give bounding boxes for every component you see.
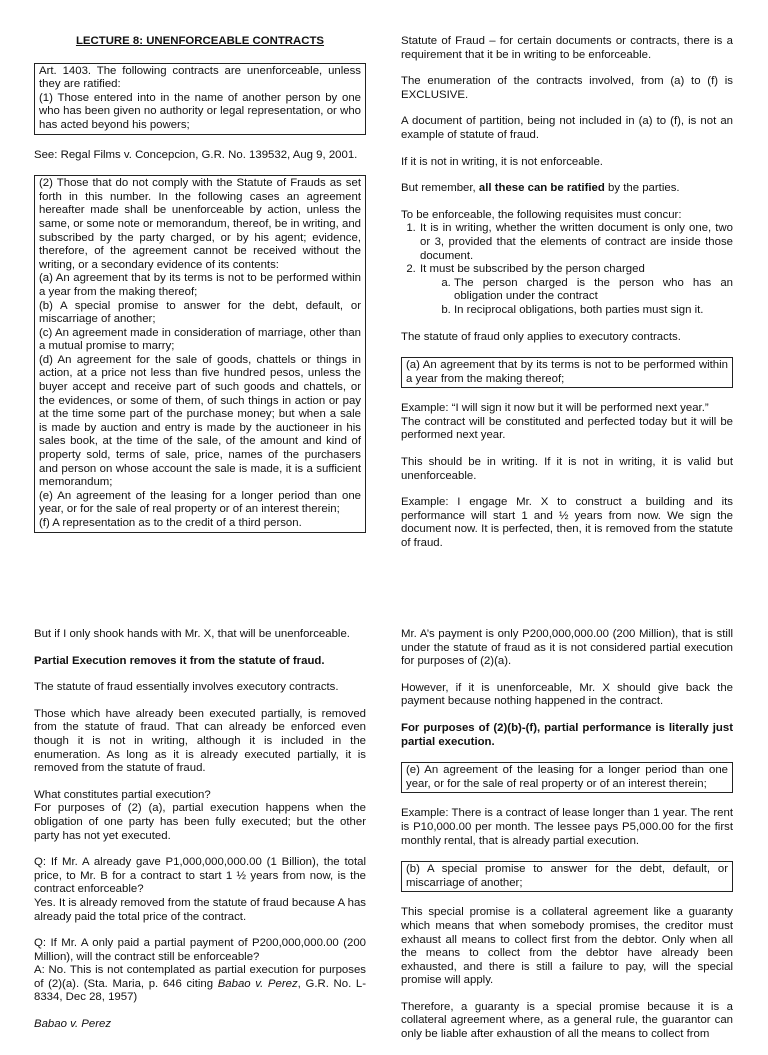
- example-1-line-2: The contract will be constituted and perfected today but it will be performed next year.: [401, 415, 733, 442]
- executory-note: The statute of fraud only applies to executory contracts.: [401, 330, 681, 343]
- column-3: [34, 628, 366, 1045]
- qa-1: [34, 856, 366, 924]
- answer-2-post: , G.R. No. L-8334, Dec 28, 1957): [34, 977, 366, 1004]
- partial-execution-question: [34, 789, 366, 843]
- case-heading-text: Babao v. Perez: [34, 1018, 112, 1031]
- partial-execution-bold: Partial Execution removes it from the statute of fraud.: [34, 654, 325, 667]
- fraud-item-b: (b) A special promise to answer for the debt, default, or miscarriage of another;: [39, 299, 361, 326]
- executory-contracts-note: The statute of fraud essentially involves executory contracts.: [34, 681, 339, 694]
- partial-removal-note: Those which have already been executed partially, is removed from the statute of fraud. That can already be enforced even though it is not in writing, although it is included in the enumeration. As long as it is already executed partially, it is removed from the statute of fraud.: [34, 707, 366, 775]
- question-heading: What constitutes partial execution?: [34, 788, 211, 801]
- requisite-2: [419, 263, 733, 317]
- example-2: Example: I engage Mr. X to construct a building and its performance will start 1 and ½ years from now. We sign the document now. It is perfected, then, it is removed from the statute of fraud.: [401, 496, 733, 550]
- article-1403-box: [34, 63, 366, 135]
- special-promise-note: This special promise is a collateral agreement like a guaranty which means that when somebody promises, the creditor must exhaust all means to collect first from the debtor. Only when all the means to collect from the debtor have already been exhausted, and there is still a failure to pay, will the special promise will apply.: [401, 906, 733, 987]
- requisite-1: [419, 222, 733, 263]
- writing-note: If it is not in writing, it is not enforceable.: [401, 155, 603, 168]
- give-back-note: However, if it is unenforceable, Mr. X should give back the payment because nothing happened in the contract.: [401, 681, 733, 708]
- requisite-2-sublist: [420, 277, 733, 318]
- fraud-item-c: (c) An agreement made in consideration of marriage, other than a mutual promise to marry;: [39, 326, 361, 353]
- enumeration-note: The enumeration of the contracts involved, from (a) to (f) is EXCLUSIVE.: [401, 75, 733, 101]
- item-e-box: [401, 762, 733, 793]
- requisite-2-text: It must be subscribed by the person charged: [420, 263, 645, 276]
- ratified-note: [401, 182, 733, 196]
- statute-definition: Statute of Fraud – for certain documents or contracts, there is a requirement that it be in writing to be enforceable.: [401, 35, 733, 61]
- item-b-text: (b) A special promise to answer for the debt, default, or miscarriage of another;: [406, 863, 728, 889]
- ratified-pre: But remember,: [401, 182, 479, 195]
- answer-2-case: Babao v. Perez: [217, 977, 298, 990]
- example-1: [401, 402, 733, 443]
- question-2: Q: If Mr. A only paid a partial payment of P200,000,000.00 (200 Million), will the contract still be enforceable?: [34, 937, 366, 963]
- requisite-2a: a. The person charged is the person who has an obligation under the contract: [454, 277, 733, 304]
- partial-execution-heading: [34, 655, 366, 669]
- article-text: Art. 1403. The following contracts are unenforceable, unless they are ratified:: [39, 64, 361, 91]
- column-1: [34, 35, 366, 547]
- partial-performance-bold: For purposes of (2)(b)-(f), partial performance is literally just partial execution.: [401, 721, 733, 748]
- fraud-intro: (2) Those that do not comply with the Statute of Frauds as set forth in this number. In the following cases an agreement hereafter made shall be unenforceable by action, unless the same, or some note or memorandum, thereof, be in writing, and subscribed by the party charged, or by his agent; evidence, therefore, of the agreement cannot be received without the writing, or a secondary evidence of its contents:: [39, 177, 361, 271]
- item-a-text: (a) An agreement that by its terms is not to be performed within a year from the making thereof;: [406, 359, 728, 385]
- qa-2: [34, 937, 366, 1005]
- column-4: [401, 628, 733, 1055]
- see-reference: See: Regal Films v. Concepcion, G.R. No. 139532, Aug 9, 2001.: [34, 148, 358, 161]
- handshake-note: But if I only shook hands with Mr. X, that will be unenforceable.: [34, 628, 350, 640]
- requisite-1-text: It is in writing, whether the written document is only one, two or 3, provided that the elements of contract are inside those document.: [420, 222, 733, 262]
- fraud-item-d: (d) An agreement for the sale of goods, chattels or things in action, at a price not less than five hundred pesos, unless the buyer accept and receive part of such goods and chattels, or the evidences, or some of them, of such things in action or pay at the time some part of the purchase money; but when a sale is made by auction and entry is made by the auctioneer in his sales book, at the time of the sale, of the amount and kind of property sold, terms of sale, price, names of the purchasers and person on whose account the sale is made, it is a sufficient memorandum;: [39, 353, 361, 489]
- answer-1: Yes. It is already removed from the statute of fraud because A has already paid the total price of the contract.: [34, 896, 366, 923]
- requisite-2b: b. In reciprocal obligations, both parties must sign it.: [454, 304, 733, 318]
- ratified-post: by the parties.: [604, 182, 680, 195]
- guaranty-note: Therefore, a guaranty is a special promise because it is a collateral agreement where, as a general rule, the guarantor can only be liable after exhaustion of all the means to collect from: [401, 1000, 733, 1041]
- answer-2-pre: A: No. This is not contemplated as partial execution for purposes of (2)(a). (Sta. Maria, p. 646 citing: [34, 964, 366, 990]
- valid-unenforceable-note: This should be in writing. If it is not in writing, it is valid but unenforceable.: [401, 456, 733, 482]
- fraud-item-e: (e) An agreement of the leasing for a longer period than one year, or for the sale of real property or of an interest therein;: [39, 489, 361, 516]
- item-a-box: [401, 357, 733, 388]
- case-heading: [34, 1018, 366, 1032]
- example-1-line-1: Example: “I will sign it now but it will be performed next year.”: [401, 402, 709, 415]
- example-3: Example: There is a contract of lease longer than 1 year. The rent is P10,000.00 per month. The lessee pays P5,000.00 for the first monthly rental, that is already partial execution.: [401, 807, 733, 847]
- partial-performance-note: [401, 722, 733, 749]
- partition-note: A document of partition, being not included in (a) to (f), is not an example of statute of fraud.: [401, 115, 733, 141]
- item-b-box: [401, 861, 733, 892]
- statute-of-frauds-box: [34, 175, 366, 532]
- question-body: For purposes of (2) (a), partial execution happens when the obligation of one party has been fully executed; but the other party has not yet executed.: [34, 802, 366, 842]
- requisites-intro: To be enforceable, the following requisites must concur:: [401, 208, 682, 221]
- item-e-text: (e) An agreement of the leasing for a longer period than one year, or for the sale of real property or of an interest therein;: [406, 764, 728, 790]
- question-1: Q: If Mr. A already gave P1,000,000,000.00 (1 Billion), the total price, to Mr. B for a contract to start 1 ½ years from now, is the contract enforceable?: [34, 856, 366, 896]
- page-title: LECTURE 8: UNENFORCEABLE CONTRACTS: [75, 35, 325, 47]
- fraud-item-a: (a) An agreement that by its terms is not to be performed within a year from the making thereof;: [39, 272, 361, 298]
- requisites-list: [401, 222, 733, 317]
- payment-note: Mr. A’s payment is only P200,000,000.00 (200 Million), that is still under the statute of fraud as it is not considered partial execution for purposes of (2)(a).: [401, 628, 733, 668]
- column-2: [401, 35, 733, 564]
- fraud-item-f: (f) A representation as to the credit of a third person.: [39, 517, 302, 529]
- ratified-bold: all these can be ratified: [478, 182, 605, 195]
- article-item-1: (1) Those entered into in the name of another person by one who has been given no authority or legal representation, or who has acted beyond his powers;: [39, 91, 361, 131]
